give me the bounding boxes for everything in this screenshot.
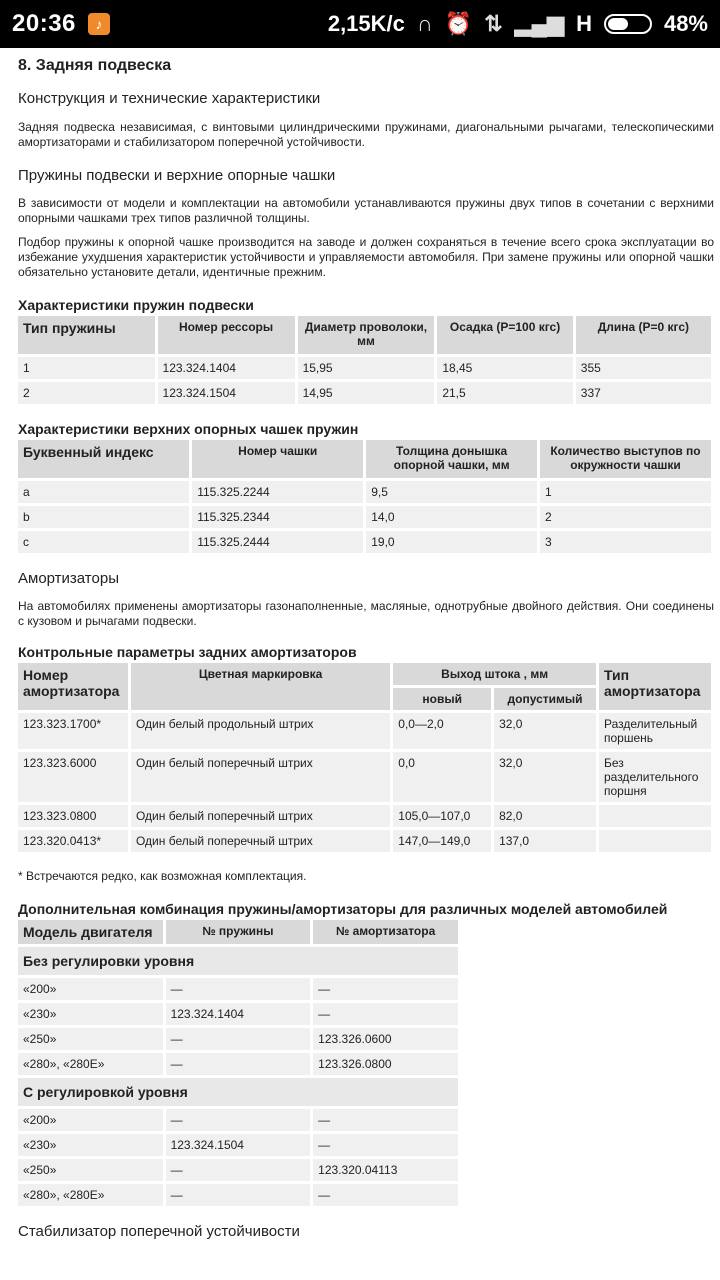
battery-percent: 48% [663, 11, 708, 36]
table-cell: 123.326.0800 [313, 1053, 458, 1075]
table-header: Модель двигателя [18, 920, 163, 944]
table-row [18, 1134, 458, 1156]
table-cell: 1 [540, 481, 711, 503]
table-header: Выход штока , мм [393, 663, 596, 685]
table-cell: 355 [576, 357, 711, 379]
network-speed: 2,15K/c [327, 11, 405, 36]
table-cell: 115.325.2344 [192, 506, 363, 528]
table-cell [599, 830, 711, 852]
table-cell: «280», «280E» [18, 1053, 163, 1075]
table-cell: «250» [18, 1159, 163, 1181]
table-cell: 1 [18, 357, 155, 379]
table-header: Номер рессоры [158, 316, 295, 354]
headphones-icon: ∩ [416, 11, 433, 36]
table-header: Толщина донышка опорной чашки, мм [366, 440, 537, 478]
table-header: допустимый [494, 688, 596, 710]
table-header: № пружины [166, 920, 311, 944]
shock-table [15, 660, 714, 855]
table-header: Осадка (P=100 кгс) [437, 316, 572, 354]
table-cell: 21,5 [437, 382, 572, 404]
table-cell: 123.320.0413* [18, 830, 128, 852]
table-cell: — [313, 1134, 458, 1156]
table-cell: 15,95 [298, 357, 435, 379]
table-cell: Один белый продольный штрих [131, 713, 390, 749]
cup-table-title: Характеристики верхних опорных чашек пружин [18, 421, 359, 437]
table-row [18, 1184, 458, 1206]
table-cell: b [18, 506, 189, 528]
table-cell: — [166, 978, 311, 1000]
table-row [18, 481, 711, 503]
table-cell: — [166, 1159, 311, 1181]
table-row [18, 506, 711, 528]
table-cell: Один белый поперечный штрих [131, 805, 390, 827]
table-row [18, 1053, 458, 1075]
table-cell: «280», «280E» [18, 1184, 163, 1206]
status-bar [0, 0, 720, 48]
para-springs-2: Подбор пружины к опорной чашке производится на заводе и должен сохраняться в течение всего срока эксплуатации во избежание ухудшения характеристик устойчивости и управляемости автомобиля. При замене пружины или опорной чашки обязательно установите детали, идентичные прежним. [18, 235, 714, 279]
table-cell: «250» [18, 1028, 163, 1050]
table-cell: 123.320.04113 [313, 1159, 458, 1181]
subtitle-shocks: Амортизаторы [18, 570, 119, 587]
table-cell: — [166, 1184, 311, 1206]
table-row [18, 382, 711, 404]
tiktok-icon: ♪ [88, 13, 110, 35]
table-row [18, 752, 711, 802]
table-cell: — [166, 1028, 311, 1050]
table-cell: Один белый поперечный штрих [131, 752, 390, 802]
table-header: Длина (P=0 кгс) [576, 316, 711, 354]
table-cell: 0,0 [393, 752, 491, 802]
table-cell: 123.324.1504 [166, 1134, 311, 1156]
table-cell: 337 [576, 382, 711, 404]
table-cell: «200» [18, 978, 163, 1000]
table-cell: a [18, 481, 189, 503]
table-cell: — [313, 1003, 458, 1025]
subtitle-construction: Конструкция и технические характеристики [18, 90, 321, 107]
table-cell: 123.323.1700* [18, 713, 128, 749]
para-construction: Задняя подвеска независимая, с винтовыми цилиндрическими пружинами, диагональными рычагами, телескопическими амортизаторами и стабилизатором поперечной устойчивости. [18, 120, 714, 149]
table-row [18, 357, 711, 379]
cup-table [15, 437, 714, 556]
table-cell: «200» [18, 1109, 163, 1131]
table-header: Тип амортизатора [599, 663, 711, 710]
para-springs-1: В зависимости от модели и комплектации на автомобили устанавливаются пружины двух типов в сочетании с верхними опорными чашками трех типов различной толщины. [18, 196, 714, 225]
data-transfer-icon: ⇅ [484, 11, 503, 36]
table-row [18, 830, 711, 852]
table-row [18, 1109, 458, 1131]
table-cell: 115.325.2244 [192, 481, 363, 503]
table-row [18, 805, 711, 827]
table-cell: 3 [540, 531, 711, 553]
table-cell: 105,0—107,0 [393, 805, 491, 827]
para-shocks: На автомобилях применены амортизаторы газонаполненные, масляные, однотрубные двойного действия. Они соединены с кузовом и рычагами подвески. [18, 599, 714, 628]
table-header: Цветная маркировка [131, 663, 390, 710]
status-bar-right [328, 11, 708, 37]
network-type: H [576, 11, 592, 36]
table-cell: 18,45 [437, 357, 572, 379]
table-cell: «230» [18, 1134, 163, 1156]
group-label: С регулировкой уровня [18, 1078, 458, 1106]
table-cell: 14,0 [366, 506, 537, 528]
table-cell: — [313, 978, 458, 1000]
table-cell: 123.324.1404 [158, 357, 295, 379]
table-header: Тип пружины [18, 316, 155, 354]
table-cell: Без разделительного поршня [599, 752, 711, 802]
table-cell: 123.323.6000 [18, 752, 128, 802]
group-label: Без регулировки уровня [18, 947, 458, 975]
table-cell: Один белый поперечный штрих [131, 830, 390, 852]
table-header: № амортизатора [313, 920, 458, 944]
table-cell [599, 805, 711, 827]
table-cell: 0,0—2,0 [393, 713, 491, 749]
table-cell: «230» [18, 1003, 163, 1025]
table-cell: 2 [540, 506, 711, 528]
table-row [18, 1159, 458, 1181]
section-title: 8. Задняя подвеска [18, 57, 172, 74]
footnote: * Встречаются редко, как возможная комплектация. [18, 869, 307, 883]
subtitle-springs: Пружины подвески и верхние опорные чашки [18, 167, 336, 184]
table-cell: 82,0 [494, 805, 596, 827]
table-cell: — [313, 1184, 458, 1206]
table-cell: 115.325.2444 [192, 531, 363, 553]
table-cell: 123.324.1404 [166, 1003, 311, 1025]
table-row [18, 713, 711, 749]
shock-table-title: Контрольные параметры задних амортизаторов [18, 644, 357, 660]
table-cell: 123.326.0600 [313, 1028, 458, 1050]
signal-icon: ▂▄▆ [514, 11, 565, 36]
battery-icon [604, 14, 652, 34]
table-cell: 137,0 [494, 830, 596, 852]
table-header: Диаметр проволоки, мм [298, 316, 435, 354]
table-header: Буквенный индекс [18, 440, 189, 478]
table-cell: — [166, 1053, 311, 1075]
table-row [18, 1003, 458, 1025]
spring-table [15, 313, 714, 407]
combo-table [15, 917, 461, 1209]
table-header: Количество выступов по окружности чашки [540, 440, 711, 478]
article [18, 48, 714, 1240]
table-cell: Разделительный поршень [599, 713, 711, 749]
spring-table-title: Характеристики пружин подвески [18, 297, 254, 313]
table-header: Номер чашки [192, 440, 363, 478]
subtitle-stabilizer: Стабилизатор поперечной устойчивости [18, 1223, 300, 1240]
table-header: Номер амортизатора [18, 663, 128, 710]
table-row [18, 531, 711, 553]
alarm-icon: ⏰ [444, 11, 473, 36]
table-cell: c [18, 531, 189, 553]
table-cell: — [313, 1109, 458, 1131]
combo-table-title: Дополнительная комбинация пружины/амортизаторы для различных моделей автомобилей [18, 901, 668, 917]
table-cell: — [166, 1109, 311, 1131]
table-cell: 2 [18, 382, 155, 404]
table-cell: 14,95 [298, 382, 435, 404]
table-cell: 32,0 [494, 752, 596, 802]
table-cell: 123.324.1504 [158, 382, 295, 404]
table-cell: 32,0 [494, 713, 596, 749]
table-cell: 147,0—149,0 [393, 830, 491, 852]
table-row [18, 1028, 458, 1050]
table-header: новый [393, 688, 491, 710]
table-cell: 123.323.0800 [18, 805, 128, 827]
clock: 20:36 [12, 10, 76, 37]
table-cell: 9,5 [366, 481, 537, 503]
table-cell: 19,0 [366, 531, 537, 553]
table-row [18, 978, 458, 1000]
